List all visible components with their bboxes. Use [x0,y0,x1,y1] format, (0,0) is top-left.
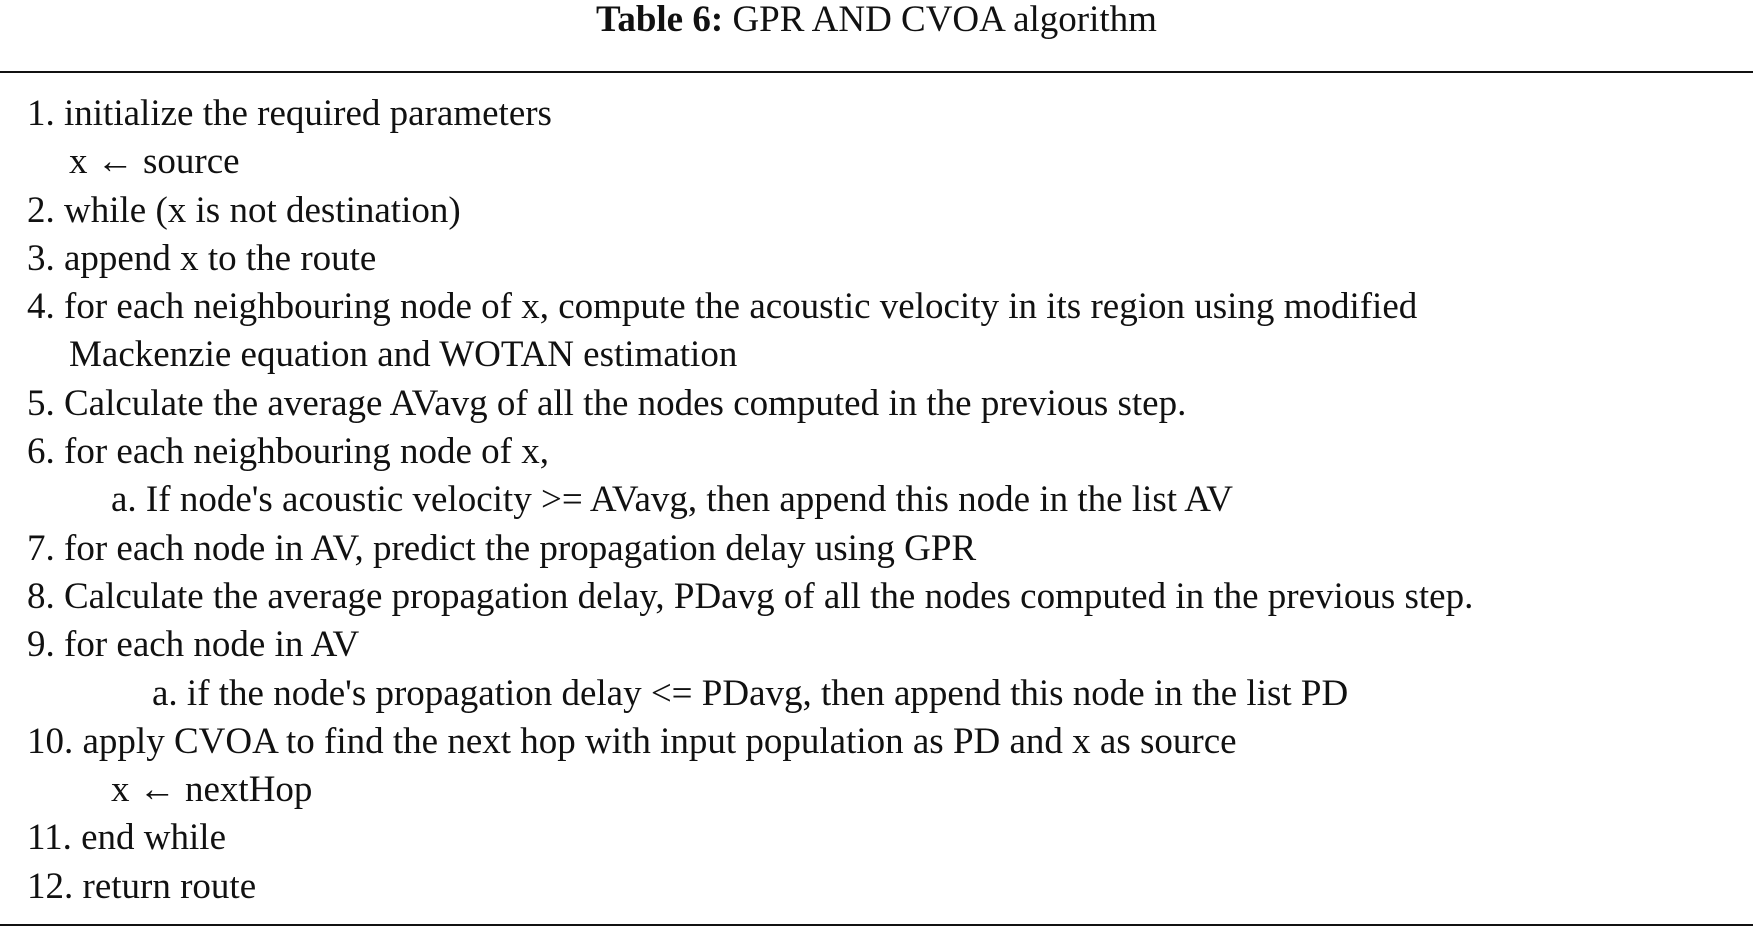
algorithm-line: 8. Calculate the average propagation delay, PDavg of all the nodes computed in the previous step. [27,575,1474,617]
table-caption-title: GPR AND CVOA algorithm [732,0,1157,40]
algorithm-line: Mackenzie equation and WOTAN estimation [69,334,738,376]
algorithm-line: x ← nextHop [111,769,313,811]
algorithm-line: x ← source [69,141,240,183]
algorithm-line: a. If node's acoustic velocity >= AVavg, then append this node in the list AV [111,479,1233,521]
algorithm-line: a. if the node's propagation delay <= PDavg, then append this node in the list PD [152,672,1349,714]
algorithm-line: 6. for each neighbouring node of x, [27,431,549,473]
algorithm-line: 1. initialize the required parameters [27,93,552,134]
algorithm-line: 11. end while [27,817,227,859]
algorithm-line: 3. append x to the route [27,237,377,279]
table-caption-label: Table 6: [596,0,724,40]
algorithm-line: 12. return route [27,865,257,907]
algorithm-line: 5. Calculate the average AVavg of all the nodes computed in the previous step. [27,382,1187,424]
algorithm-line: 4. for each neighbouring node of x, compute the acoustic velocity in its region using modified [27,286,1418,328]
top-rule [0,71,1753,73]
bottom-rule [0,924,1753,926]
algorithm-steps [27,90,1733,911]
algorithm-line: 2. while (x is not destination) [27,189,461,231]
table-caption [0,0,1753,40]
algorithm-line: 10. apply CVOA to find the next hop with input population as PD and x as source [27,720,1237,762]
algorithm-line: 9. for each node in AV [27,624,360,666]
algorithm-line: 7. for each node in AV, predict the propagation delay using GPR [27,527,977,569]
